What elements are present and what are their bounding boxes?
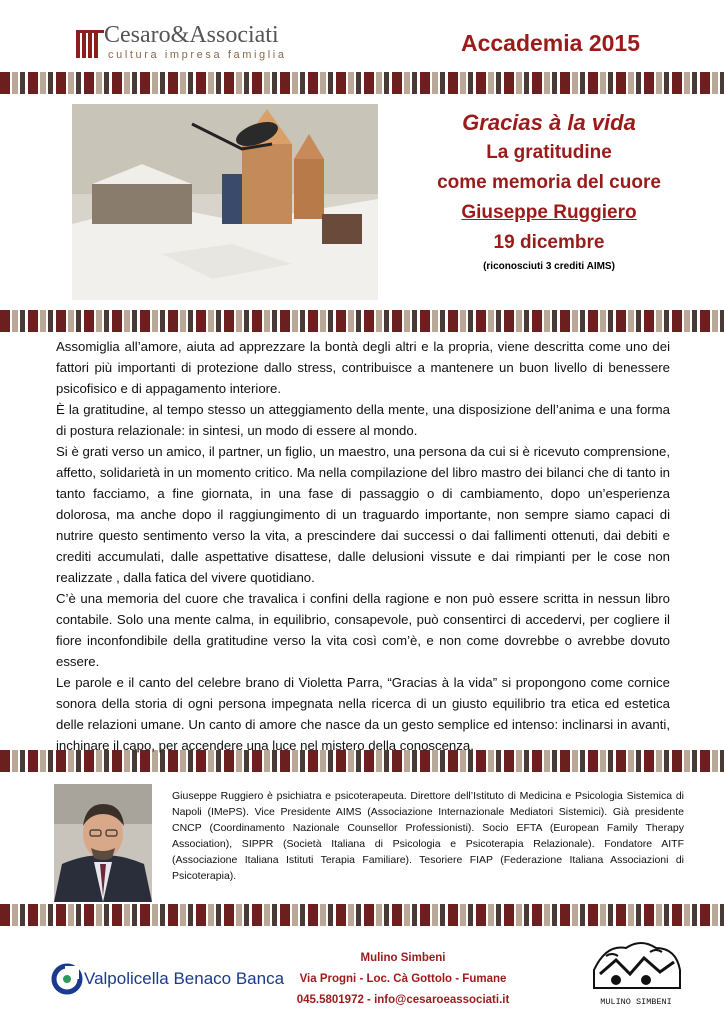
speaker-photo (54, 784, 152, 902)
body-text (56, 336, 670, 756)
logo-tagline: cultura impresa famiglia (108, 49, 287, 61)
speaker-bio: Giuseppe Ruggiero è psichiatra e psicoterapeuta. Direttore dell’Istituto di Medicina e Psicologia Sistemica di Napoli (IMePS). Vice Presidente AIMS (Associazione Internazionale Mediatori Sistemici). Già presidente CNCP (Coordinamento Nazionale Counsellor Professionisti). Socio EFTA (European Family Therapy Association), SIPPR (Società Italiana di Psicologia e Psicoterapia Relazionale). Fondatore AITF (Associazione Italiana Istituti Terapia Familiare). Tesoriere FIAP (Federazione Italiana Associazioni di Psicoterapia). (172, 790, 684, 882)
paragraph: È la gratitudine, al tempo stesso un atteggiamento della mente, una disposizione dell’anima e una forma di postura relazionale: in sintesi, un modo di essere al mondo. (56, 402, 670, 438)
paragraph: Le parole e il canto del celebre brano di Violetta Parra, “Gracias à la vida” si propongono come cornice sonora della storia di ogni persona impegnata nella ricerca di un giusto equilibrio tra etica ed estetica delle relazioni umane. Un canto di amore che nasce da un gesto semplice ed intenso: inclinarsi in avanti, inchinare il capo, per accendere una luce nel mistero della conoscenza. (56, 675, 670, 753)
paragraph: Assomiglia all’amore, aiuta ad apprezzare la bontà degli altri e la propria, viene descritta come uno dei fattori più importanti di protezione dallo stress, contribuisce a mantenere un buon livello di benessere psicofisico e di appagamento interiore. (56, 339, 670, 396)
venue-address: Via Progni - Loc. Cà Gottolo - Fumane (299, 973, 507, 985)
mulino-simbeni-logo (586, 930, 686, 1010)
mulino-logo-text: MULINO SIMBENI (600, 997, 672, 1007)
paragraph: C’è una memoria del cuore che travalica i confini della ragione e non può essere scritta in nessun libro contabile. Solo una mente calma, in equilibrio, consapevole, può consentirci di accedervi, per cogliere il fiore inconfondibile della gratitudine verso la vita così com’è, e non come dovrebbe o avrebbe dovuto essere. (56, 591, 670, 669)
speaker-name: Giuseppe Ruggiero (461, 202, 637, 223)
subtitle-line-2: come memoria del cuore (437, 172, 661, 193)
contact-info: 045.5801972 - info@cesaroeassociati.it (296, 994, 510, 1006)
venue-contact (296, 948, 510, 1011)
credits-note: (riconosciuti 3 crediti AIMS) (483, 261, 615, 272)
venue-name: Mulino Simbeni (360, 952, 446, 964)
decorative-stripe-2 (0, 310, 724, 332)
event-info (390, 108, 708, 276)
subtitle-line-1: La gratitudine (486, 142, 612, 163)
decorative-stripe-top (0, 72, 724, 94)
paragraph: Si è grati verso un amico, il partner, un figlio, un maestro, una persona da cui si è ricevuto comprensione, affetto, solidarietà in un momento critico. Ma nella compilazione del libro mastro dei bilanci che di tanto in tanto facciamo, a fine giornata, in una fase di passaggio o di cambiamento, dopo un’esperienza dolorosa, ma anche dopo il raggiungimento di un traguardo importante, non sempre siamo capaci di nutrire questo sentimento verso la vita, a prescindere dai successi o dai fallimenti ottenuti, dai debiti e crediti accumulati, dalle aspettative disattese, dalle delusioni vissute e dai rimpianti per le cose non realizzate , dalla fatica del vivere quotidiano. (56, 444, 670, 585)
song-title: Gracias à la vida (462, 110, 636, 135)
painting-image (72, 104, 378, 300)
bank-name: Valpolicella Benaco Banca (84, 969, 285, 988)
logo-text: Cesaro&Associati (104, 22, 279, 48)
academy-title: Accademia 2015 (460, 30, 640, 56)
event-date: 19 dicembre (493, 232, 605, 253)
decorative-stripe-4 (0, 904, 724, 926)
